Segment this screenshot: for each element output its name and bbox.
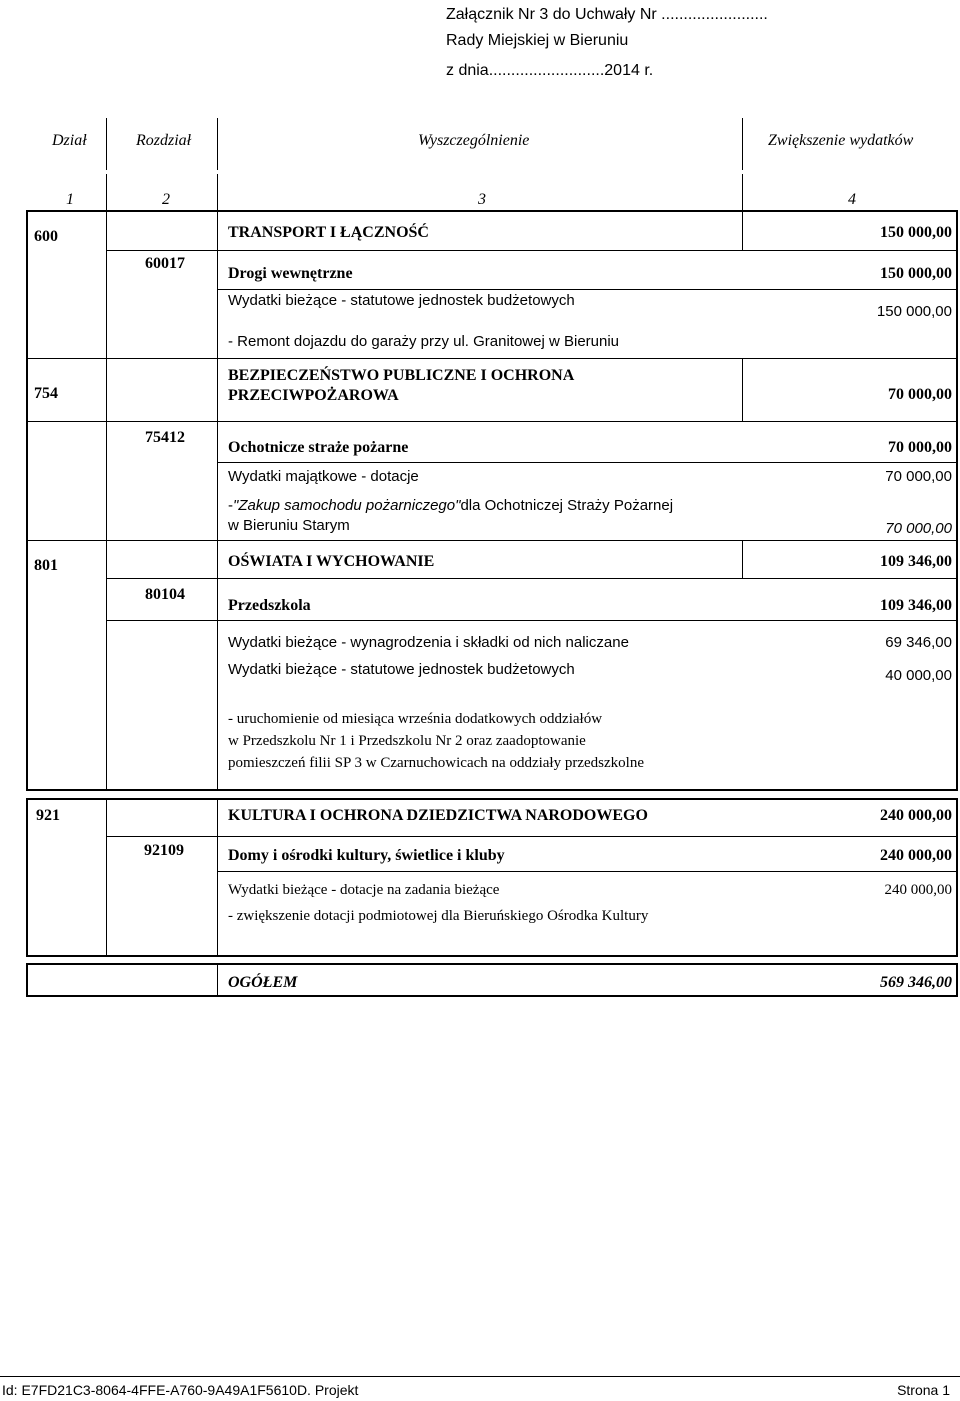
section-801-sub-title: Przedszkola [228, 597, 311, 614]
section-600-title: TRANSPORT I ŁĄCZNOŚĆ [228, 224, 429, 241]
section-600-item-1-amount: 150 000,00 [876, 303, 952, 320]
section-921-item-1-amount: 240 000,00 [884, 882, 952, 898]
total-label: OGÓŁEM [228, 974, 298, 991]
section-754-item-2-amount: 70 000,00 [885, 520, 952, 537]
section-600-amount: 150 000,00 [880, 224, 952, 241]
header-line-3: z dnia..........................2014 r. [446, 62, 654, 79]
total-amount: 569 346,00 [880, 974, 952, 991]
section-801-item-1-amount: 69 346,00 [885, 634, 952, 651]
section-754-title-line-2: PRZECIWPOŻAROWA [228, 387, 399, 404]
section-801-sub-amount: 109 346,00 [880, 597, 952, 614]
col-header-rozdzial: Rozdział [136, 132, 192, 149]
section-754-amount: 70 000,00 [888, 386, 952, 403]
section-801-description-line-3: pomieszczeń filii SP 3 w Czarnuchowicach na oddziały przedszkolne [228, 755, 644, 771]
section-754-sub-title: Ochotnicze straże pożarne [228, 439, 409, 456]
rozdzial-92109: 92109 [144, 842, 184, 859]
col-number-2: 2 [162, 191, 170, 208]
footer-page-number: Strona 1 [897, 1382, 950, 1398]
section-600-item-2: - Remont dojazdu do garaży przy ul. Granitowej w Bieruniu [228, 333, 620, 350]
section-754-item-1-amount: 70 000,00 [885, 468, 952, 485]
dzial-801: 801 [34, 557, 58, 574]
section-754-title-line-1: BEZPIECZEŃSTWO PUBLICZNE I OCHRONA [228, 367, 575, 384]
footer-document-id: Id: E7FD21C3-8064-4FFE-A760-9A49A1F5610D. Projekt [2, 1382, 359, 1398]
dzial-600: 600 [34, 228, 58, 245]
section-600-sub-amount: 150 000,00 [880, 265, 952, 282]
section-600-sub-title: Drogi wewnętrzne [228, 265, 353, 282]
section-801-amount: 109 346,00 [880, 553, 952, 570]
section-754-sub-amount: 70 000,00 [888, 439, 952, 456]
col-header-zwiekszenie: Zwiększenie wydatków [768, 132, 914, 149]
section-600-item-1: Wydatki bieżące - statutowe jednostek budżetowych [228, 292, 575, 309]
col-number-3: 3 [478, 191, 486, 208]
rozdzial-80104: 80104 [145, 586, 185, 603]
header-line-1: Załącznik Nr 3 do Uchwały Nr ........................ [446, 6, 768, 23]
col-header-wyszczegolnienie: Wyszczególnienie [418, 132, 530, 149]
section-921-amount: 240 000,00 [880, 807, 952, 824]
section-801-item-2: Wydatki bieżące - statutowe jednostek budżetowych [228, 661, 575, 678]
header-line-2: Rady Miejskiej w Bieruniu [446, 32, 629, 49]
section-801-description-line-2: w Przedszkolu Nr 1 i Przedszkolu Nr 2 oraz zaadoptowanie [228, 733, 586, 749]
section-921-item-1: Wydatki bieżące - dotacje na zadania bieżące [228, 882, 500, 898]
section-801-description-line-1: - uruchomienie od miesiąca września dodatkowych oddziałów [228, 711, 603, 727]
footer-rule [0, 1376, 960, 1377]
section-801-title: OŚWIATA I WYCHOWANIE [228, 553, 435, 570]
section-754-item-2: -"Zakup samochodu pożarniczego"dla Ochotniczej Straży Pożarnej [228, 497, 674, 514]
section-754-item-1: Wydatki majątkowe - dotacje [228, 468, 419, 485]
section-801-item-1: Wydatki bieżące - wynagrodzenia i składki od nich naliczane [228, 634, 629, 651]
dzial-921: 921 [36, 807, 60, 824]
dzial-754: 754 [34, 385, 58, 402]
section-754-item-2-line-2: w Bieruniu Starym [228, 517, 350, 534]
col-number-1: 1 [66, 191, 74, 208]
rozdzial-60017: 60017 [145, 255, 185, 272]
section-921-sub-title: Domy i ośrodki kultury, świetlice i kluby [228, 847, 505, 864]
col-header-dzial: Dział [52, 132, 87, 149]
section-801-item-2-amount: 40 000,00 [885, 667, 952, 684]
section-921-title: KULTURA I OCHRONA DZIEDZICTWA NARODOWEGO [228, 807, 648, 824]
rozdzial-75412: 75412 [145, 429, 185, 446]
section-921-sub-amount: 240 000,00 [880, 847, 952, 864]
col-number-4: 4 [848, 191, 856, 208]
section-921-item-2: - zwiększenie dotacji podmiotowej dla Bieruńskiego Ośrodka Kultury [228, 908, 649, 924]
